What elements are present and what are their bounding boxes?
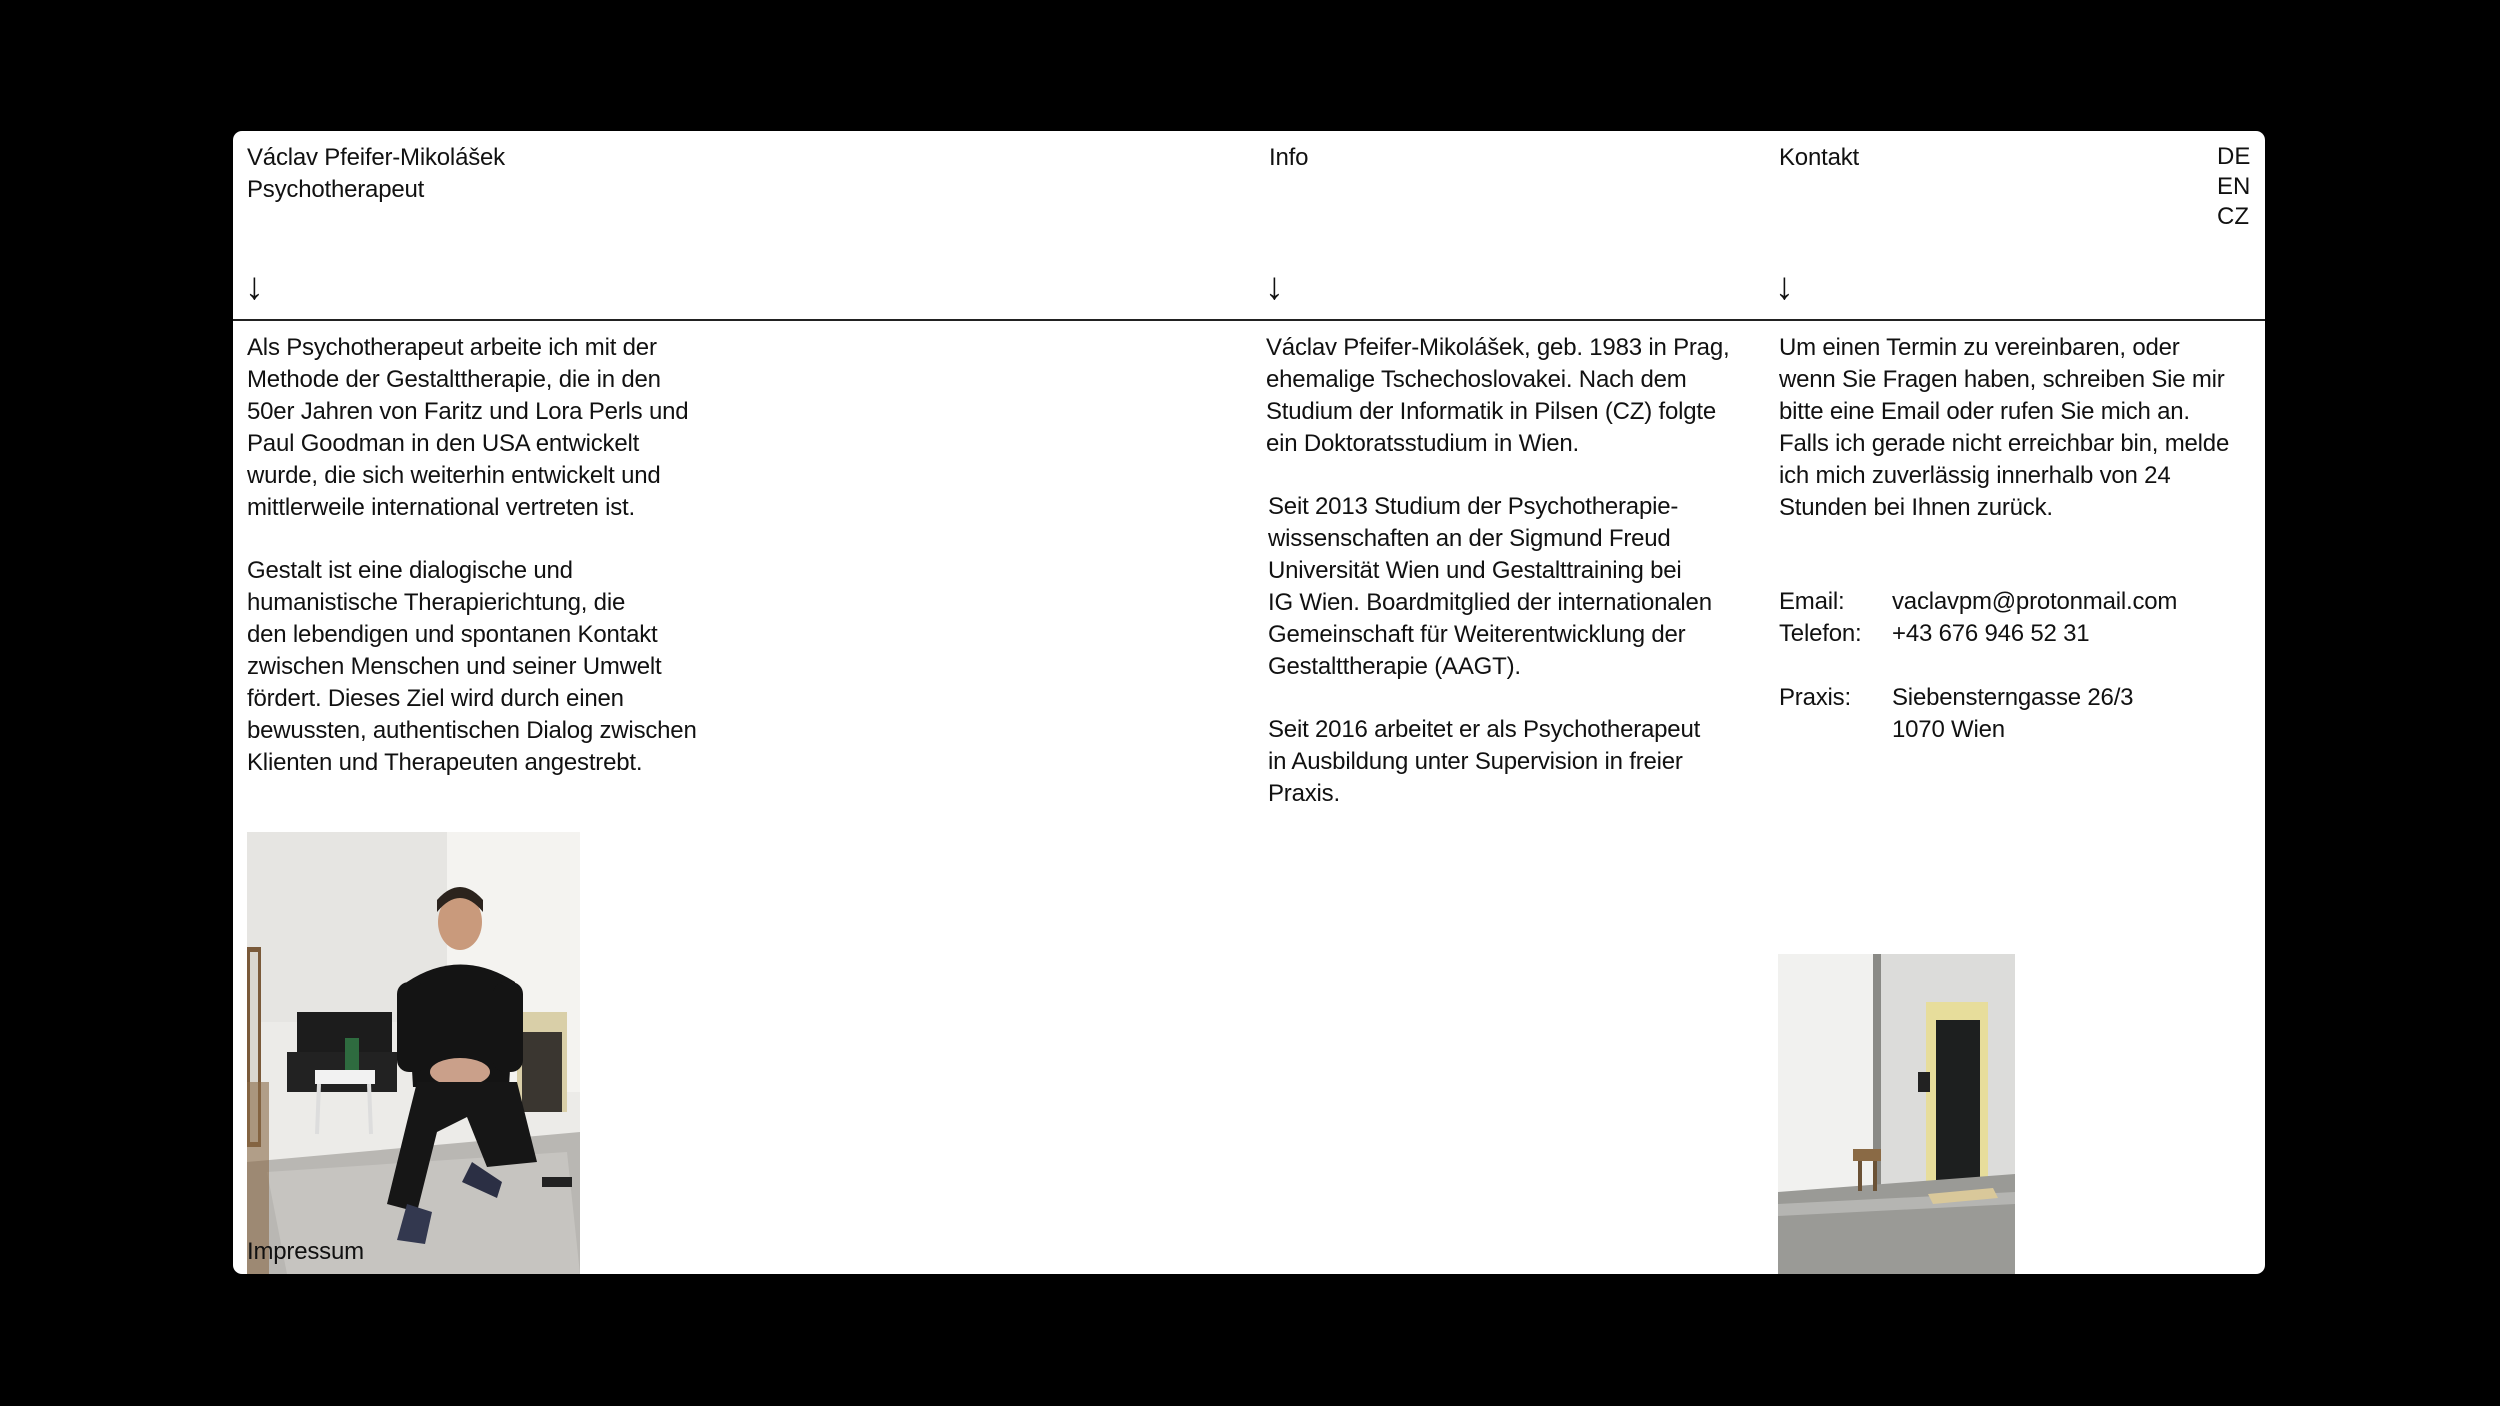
praxis-address [1892, 682, 2133, 746]
lang-en[interactable]: EN [2217, 173, 2251, 200]
contact-details [1779, 586, 2177, 746]
email-link[interactable]: vaclavpm@protonmail.com [1892, 588, 2178, 615]
kontakt-intro: Um einen Termin zu vereinbaren, oder wenn Sie Fragen haben, schreiben Sie mir bitte eine Email oder rufen Sie mich an. Falls ich gerade nicht erreichbar bin, melde ich mich zuverlässig innerhalb von 24 Stunden bei Ihnen zurück. [1779, 334, 2230, 521]
email-row [1779, 586, 2177, 618]
lang-cz[interactable]: CZ [2217, 203, 2249, 230]
praxis-city: 1070 Wien [1892, 716, 2005, 743]
arrow-down-icon: ↓ [245, 266, 264, 308]
site-name[interactable]: Václav Pfeifer-Mikolášek [247, 144, 505, 171]
praxis-street: Siebensterngasse 26/3 [1892, 684, 2134, 711]
arrow-down-icon: ↓ [1265, 266, 1284, 308]
phone-label: Telefon: [1779, 620, 1862, 647]
header-divider [233, 319, 2265, 321]
info-paragraph-2: Seit 2013 Studium der Psychotherapie- wissenschaften an der Sigmund Freud Universität Wien und Gestalttraining bei IG Wien. Boardmitglied der internationalen Gemeinschaft für Weiterentwicklung der Gestalttherapie (AAGT). [1268, 493, 1712, 680]
phone-row [1779, 618, 2177, 650]
page-card [233, 131, 2265, 1274]
praxis-label: Praxis: [1779, 684, 1851, 711]
info-paragraph-3: Seit 2016 arbeitet er als Psychotherapeut in Ausbildung unter Supervision in freier Praxis. [1268, 716, 1701, 807]
arrow-down-icon: ↓ [1775, 266, 1794, 308]
phone-link[interactable]: +43 676 946 52 31 [1892, 620, 2090, 647]
practice-entrance-photo [1778, 954, 2015, 1274]
info-paragraph-1: Václav Pfeifer-Mikolášek, geb. 1983 in Prag, ehemalige Tschechoslovakei. Nach dem Studium der Informatik in Pilsen (CZ) folgte ein Doktoratsstudium in Wien. [1266, 334, 1730, 457]
praxis-row [1779, 682, 2177, 746]
site-role: Psychotherapeut [247, 176, 425, 203]
lang-de[interactable]: DE [2217, 143, 2251, 170]
about-paragraph-2: Gestalt ist eine dialogische und humanistische Therapierichtung, die den lebendigen und spontanen Kontakt zwischen Menschen und seiner Umwelt fördert. Dieses Ziel wird durch einen bewussten, authentischen Dialog zwischen Klienten und Therapeuten angestrebt. [247, 557, 697, 776]
nav-kontakt[interactable]: Kontakt [1779, 144, 1859, 171]
language-switcher [2217, 142, 2250, 232]
portrait-photo [247, 832, 580, 1274]
email-label: Email: [1779, 588, 1845, 615]
about-paragraph-1: Als Psychotherapeut arbeite ich mit der Methode der Gestalttherapie, die in den 50er Jahren von Faritz und Lora Perls und Paul Goodman in den USA entwickelt wurde, die sich weiterhin entwickelt und mittlerweile international vertreten ist. [247, 334, 689, 521]
impressum-link[interactable]: Impressum [247, 1238, 364, 1265]
nav-info[interactable]: Info [1269, 144, 1309, 171]
